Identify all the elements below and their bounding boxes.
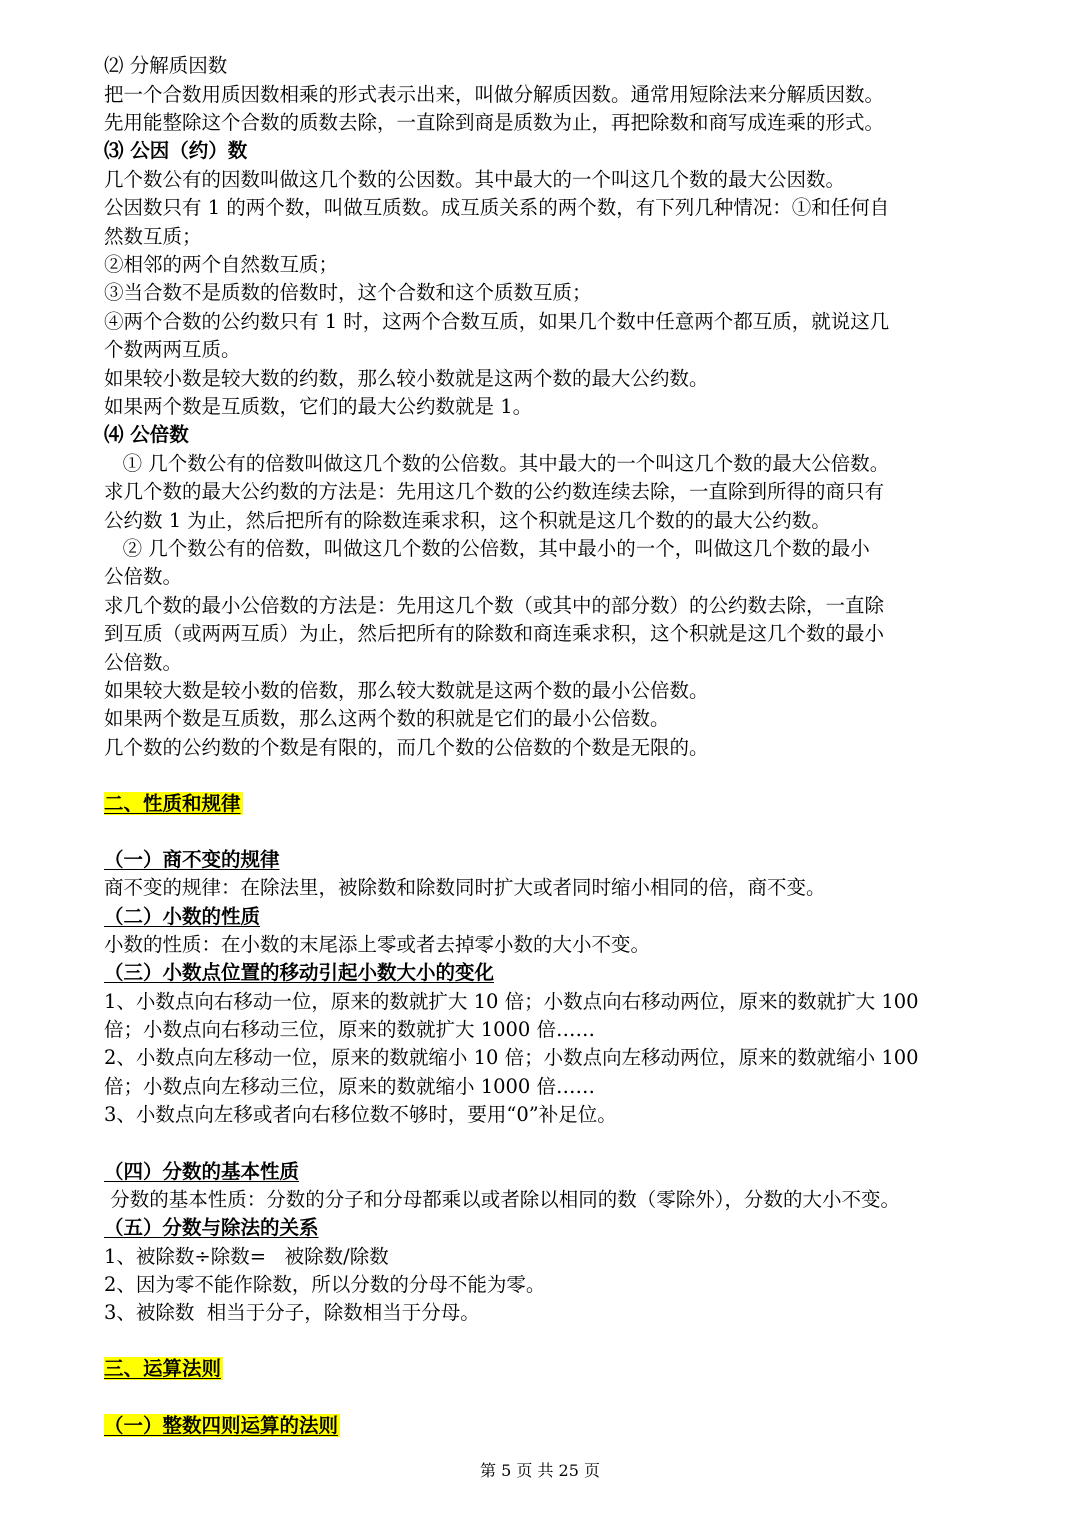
paragraph-line: ②相邻的两个自然数互质； [104, 253, 339, 276]
paragraph-line: 3、被除数 相当于分子，除数相当于分母。 [104, 1301, 480, 1324]
paragraph-line: 1、被除数÷除数= 被除数/除数 [104, 1245, 389, 1268]
paragraph-line: ① 几个数公有的倍数叫做这几个数的公倍数。其中最大的一个叫这几个数的最大公倍数。 [104, 452, 890, 475]
section-heading-properties [104, 790, 243, 818]
subheading-decimal-point-shift: （三）小数点位置的移动引起小数大小的变化 [104, 961, 495, 984]
section-heading-operations [104, 1355, 223, 1383]
paragraph-line: 商不变的规律：在除法里，被除数和除数同时扩大或者同时缩小相同的倍，商不变。 [104, 876, 826, 899]
paragraph-line: 到互质（或两两互质）为止，然后把所有的除数和商连乘求积，这个积就是这几个数的最小 [104, 622, 885, 645]
paragraph-line: 1、小数点向右移动一位，原来的数就扩大 10 倍；小数点向右移动两位，原来的数就扩大 100 [104, 990, 919, 1013]
paragraph-line: 然数互质； [104, 225, 202, 248]
paragraph-line: 如果两个数是互质数，它们的最大公约数就是 1。 [104, 395, 533, 418]
paragraph-line: 2、因为零不能作除数，所以分数的分母不能为零。 [104, 1273, 546, 1296]
paragraph-line: 倍；小数点向左移动三位，原来的数就缩小 1000 倍…… [104, 1075, 596, 1098]
subheading-text: （一）整数四则运算的法则 [104, 1414, 339, 1437]
paragraph-line: 2、小数点向左移动一位，原来的数就缩小 10 倍；小数点向左移动两位，原来的数就缩小 100 [104, 1046, 919, 1069]
paragraph-line: 求几个数的最小公倍数的方法是：先用这几个数（或其中的部分数）的公约数去除，一直除 [104, 594, 885, 617]
paragraph-line: 公因数只有 1 的两个数，叫做互质数。成互质关系的两个数，有下列几种情况：①和任何自 [104, 196, 890, 219]
subheading-common-multiple: ⑷ 公倍数 [104, 423, 189, 446]
paragraph-line: ④两个合数的公约数只有 1 时，这两个合数互质，如果几个数中任意两个都互质，就说这几 [104, 310, 890, 333]
paragraph-line: 如果较小数是较大数的约数，那么较小数就是这两个数的最大公约数。 [104, 367, 709, 390]
paragraph-line: 求几个数的最大公约数的方法是：先用这几个数的公约数连续去除，一直除到所得的商只有 [104, 480, 885, 503]
paragraph-line: 3、小数点向左移或者向右移位数不够时，要用“0”补足位。 [104, 1103, 617, 1126]
paragraph-line: 个数两两互质。 [104, 338, 241, 361]
paragraph-line: 先用能整除这个合数的质数去除，一直除到商是质数为止，再把除数和商写成连乘的形式。 [104, 111, 885, 134]
subheading-fraction-property: （四）分数的基本性质 [104, 1160, 300, 1183]
paragraph-line: ② 几个数公有的倍数，叫做这几个数的公倍数，其中最小的一个，叫做这几个数的最小 [104, 537, 870, 560]
page-number-footer: 第 5 页 共 25 页 [480, 1461, 600, 1480]
paragraph-line: 把一个合数用质因数相乘的形式表示出来，叫做分解质因数。通常用短除法来分解质因数。 [104, 83, 885, 106]
subheading-decimal-property: （二）小数的性质 [104, 905, 261, 928]
paragraph-line: 小数的性质：在小数的末尾添上零或者去掉零小数的大小不变。 [104, 933, 651, 956]
paragraph-line: 几个数公有的因数叫做这几个数的公因数。其中最大的一个叫这几个数的最大公因数。 [104, 168, 846, 191]
paragraph-line: 公倍数。 [104, 651, 183, 674]
paragraph-line: 公约数 1 为止，然后把所有的除数连乘求积，这个积就是这几个数的的最大公约数。 [104, 509, 831, 532]
paragraph-line: 如果较大数是较小数的倍数，那么较大数就是这两个数的最小公倍数。 [104, 679, 709, 702]
section-heading-text: 三、运算法则 [104, 1357, 222, 1380]
paragraph-line: 倍；小数点向右移动三位，原来的数就扩大 1000 倍…… [104, 1018, 596, 1041]
subheading-quotient-rule: （一）商不变的规律 [104, 848, 280, 871]
paragraph-line: 分数的基本性质：分数的分子和分母都乘以或者除以相同的数（零除外），分数的大小不变。 [104, 1188, 900, 1211]
subheading-prime-factorization: ⑵ 分解质因数 [104, 54, 228, 77]
subheading-integer-operations [104, 1412, 340, 1440]
paragraph-line: ③当合数不是质数的倍数时，这个合数和这个质数互质； [104, 281, 592, 304]
subheading-common-factor: ⑶ 公因（约）数 [104, 139, 248, 162]
paragraph-line: 公倍数。 [104, 565, 183, 588]
section-heading-text: 二、性质和规律 [104, 792, 241, 815]
paragraph-line: 几个数的公约数的个数是有限的，而几个数的公倍数的个数是无限的。 [104, 736, 709, 759]
paragraph-line: 如果两个数是互质数，那么这两个数的积就是它们的最小公倍数。 [104, 707, 670, 730]
subheading-fraction-division: （五）分数与除法的关系 [104, 1216, 319, 1239]
